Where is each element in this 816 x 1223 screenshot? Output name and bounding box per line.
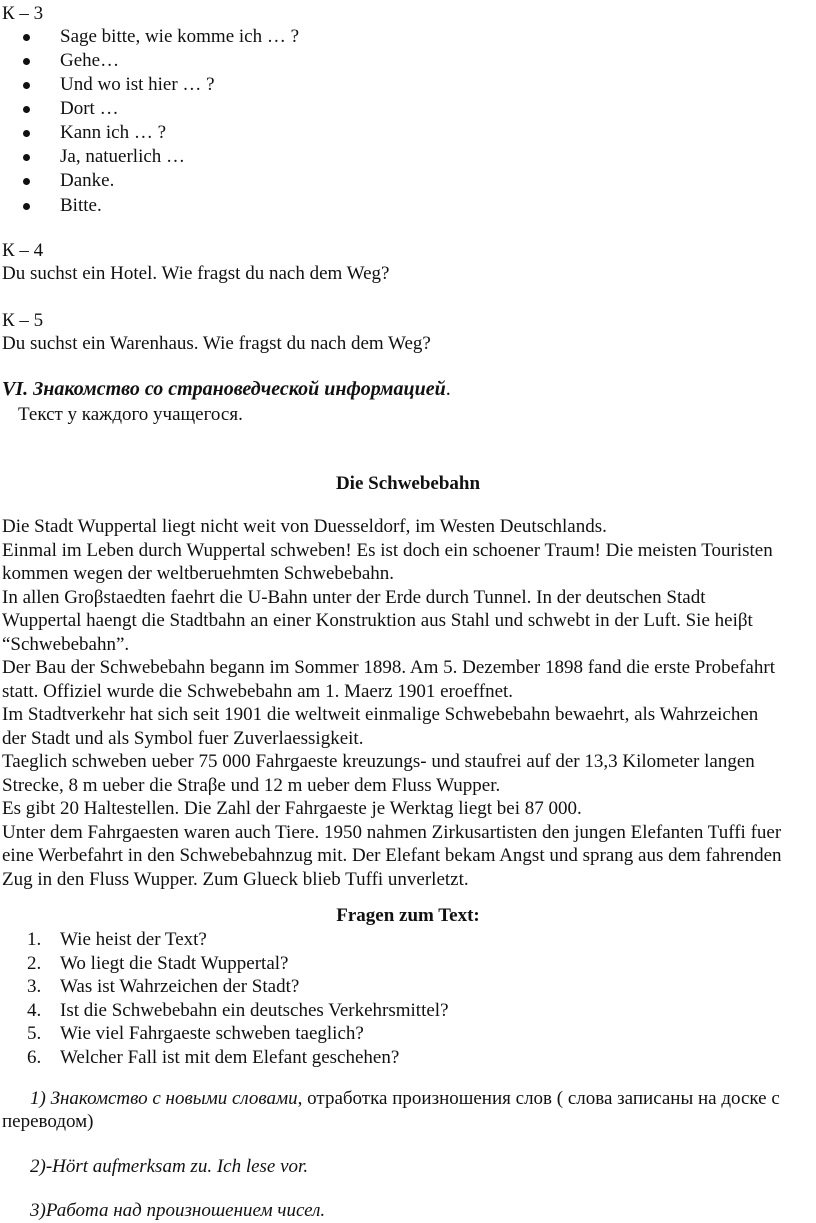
section-title-end: . [445, 378, 451, 400]
questions-title: Fragen zum Text: [336, 905, 480, 926]
article-line: Im Stadtverkehr hat sich seit 1901 die weltweit einmalige Schwebebahn bewaehrt, als Wahrzeichen [2, 704, 759, 725]
article-line: kommen wegen der weltberuehmten Schwebebahn. [2, 563, 395, 584]
bullet-icon [23, 58, 30, 65]
k5-heading: К – 5 [2, 310, 44, 331]
article-line: Zug in den Fluss Wupper. Zum Glueck blieb Tuffi unverletzt. [2, 868, 469, 890]
step-1-text: , отработка произношения слов ( слова записаны на доске с [297, 1088, 780, 1109]
article-line: der Stadt und als Symbol fuer Zuverlaessigkeit. [2, 727, 364, 749]
article-line: In allen Groβstaedten faehrt die U-Bahn unter der Erde durch Tunnel. In der deutschen Stadt [2, 586, 706, 608]
article-line: Die Stadt Wuppertal liegt nicht weit von Duesseldorf, im Westen Deutschlands. [2, 516, 607, 537]
article-title: Die Schwebebahn [335, 473, 481, 494]
k4-heading: К – 4 [2, 240, 44, 261]
article-line: Taeglich schweben ueber 75 000 Fahrgaeste kreuzungs- und staufrei auf der 13,3 Kilometer langen [2, 751, 755, 772]
step-2: 2)-Hört aufmerksam zu. Ich lese vor. [30, 1156, 309, 1177]
bullet-icon [23, 154, 30, 161]
bullet-icon [23, 178, 30, 185]
step-1-cont: переводом) [2, 1111, 94, 1132]
section-title: Знакомство со страноведческой информацией [33, 378, 446, 400]
bullet-icon [23, 34, 30, 41]
k5-task: Du suchst ein Warenhaus. Wie fragst du nach dem Weg? [2, 333, 431, 354]
section-number: VI. [2, 378, 29, 400]
bullet-icon [23, 82, 30, 89]
section-subtitle: Текст у каждого учащегося. [18, 404, 243, 425]
k4-task: Du suchst ein Hotel. Wie fragst du nach dem Weg? [2, 263, 390, 284]
article-body [2, 515, 814, 891]
section-heading [2, 378, 451, 402]
article-line: statt. Offiziel wurde die Schwebebahn am 1. Maerz 1901 eroeffnet. [2, 680, 514, 702]
article-line: Der Bau der Schwebebahn begann im Sommer 1898. Am 5. Dezember 1898 fand die erste Probefahrt [2, 657, 775, 678]
bullet-icon [23, 106, 30, 113]
step-3: 3)Работа над произношением чисел. [30, 1200, 326, 1221]
bullet-icon [23, 130, 30, 137]
step-1 [30, 1087, 780, 1111]
k3-heading: К – 3 [2, 3, 44, 24]
article-line: Wuppertal haengt die Stadtbahn an einer Konstruktion aus Stahl und schwebt in der Luft. Sie heiβt [2, 610, 753, 631]
article-line: eine Werbefahrt in den Schwebebahnzug mit. Der Elefant bekam Angst und sprang aus dem fahrenden [2, 845, 782, 866]
bullet-icon [23, 203, 30, 210]
article-line: Strecke, 8 m ueber die Straβe und 12 m ueber dem Fluss Wupper. [2, 774, 501, 796]
step-1-title: 1) Знакомство с новыми словами [30, 1088, 298, 1109]
article-line: Einmal im Leben durch Wuppertal schweben! Es ist doch ein schoener Traum! Die meisten Touristen [2, 539, 773, 561]
article-line: “Schwebebahn”. [2, 633, 130, 655]
article-line: Es gibt 20 Haltestellen. Die Zahl der Fahrgaeste je Werktag liegt bei 87 000. [2, 798, 582, 819]
article-line: Unter dem Fahrgaesten waren auch Tiere. 1950 nahmen Zirkusartisten den jungen Elefanten Tuffi fuer [2, 821, 782, 843]
